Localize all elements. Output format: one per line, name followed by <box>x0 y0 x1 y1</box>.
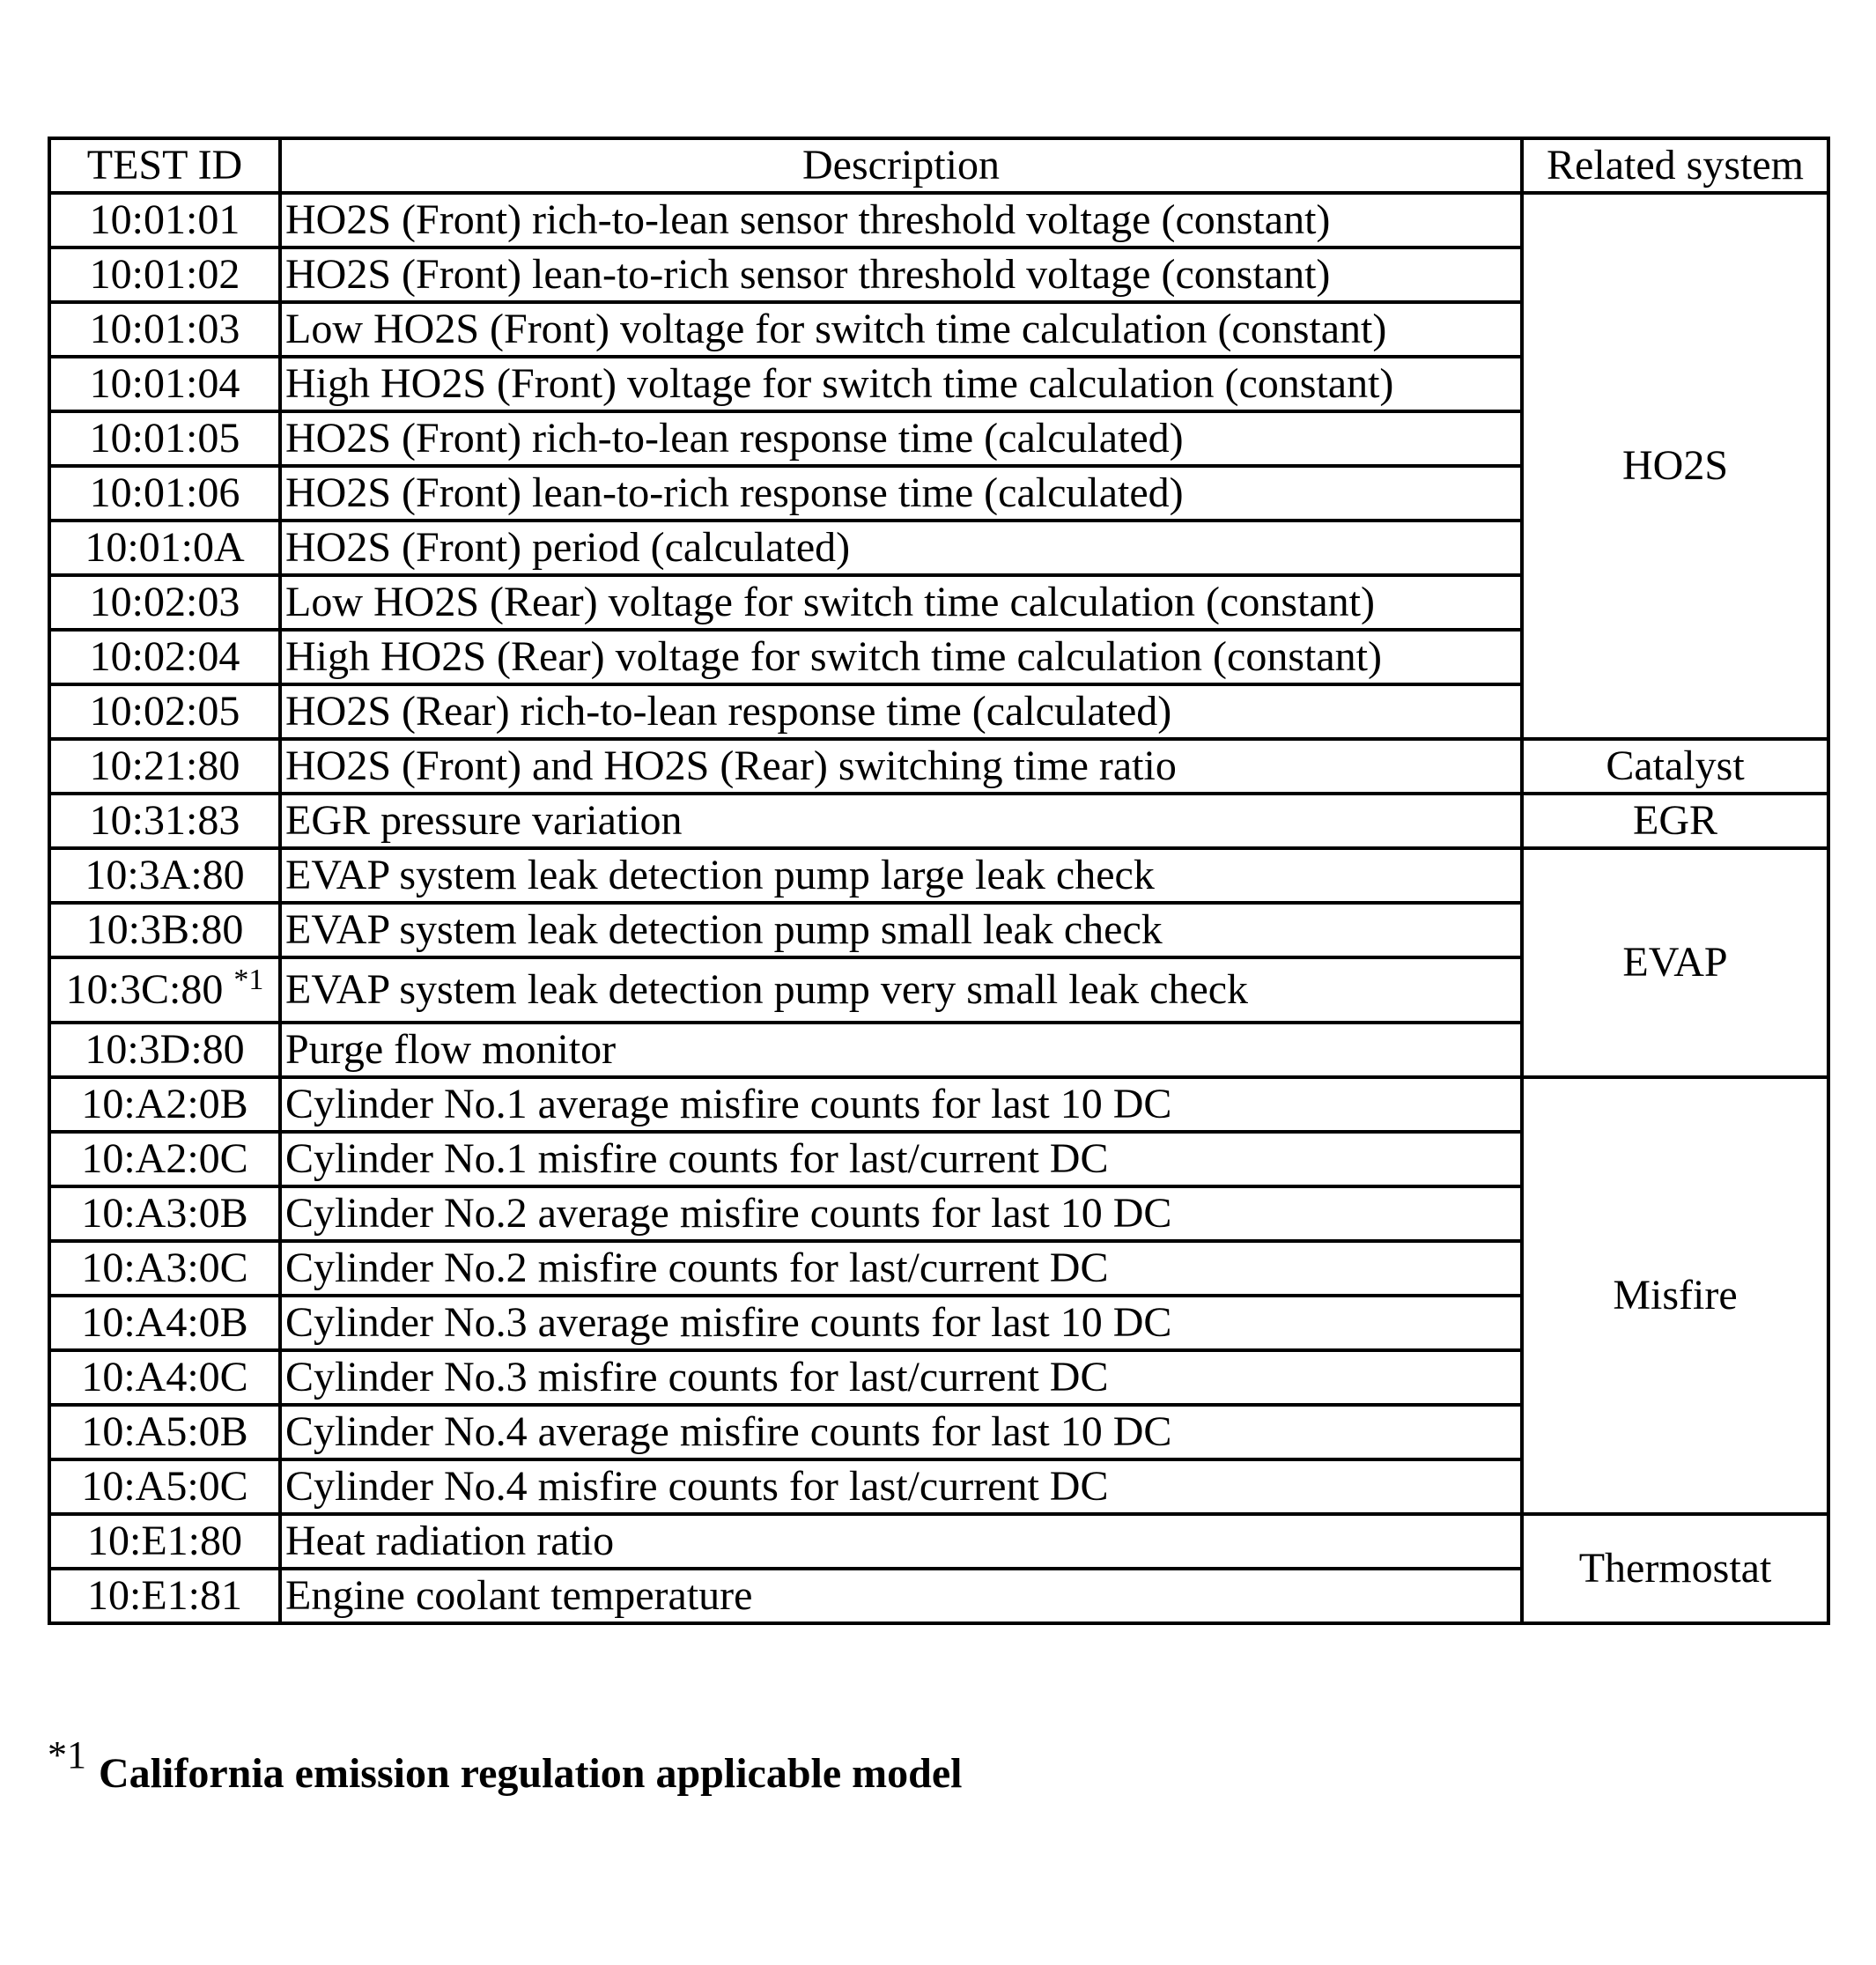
table-row <box>49 1514 1828 1569</box>
test-id-cell: 10:A4:0C <box>49 1350 280 1405</box>
related-system-cell-thermostat: Thermostat <box>1522 1514 1828 1623</box>
test-id-table <box>48 137 1830 1625</box>
description-cell: HO2S (Front) rich-to-lean response time (calculated) <box>280 411 1522 466</box>
description-cell: HO2S (Rear) rich-to-lean response time (calculated) <box>280 684 1522 739</box>
test-id-cell: 10:01:05 <box>49 411 280 466</box>
related-system-cell-egr: EGR <box>1522 794 1828 848</box>
description-cell: Cylinder No.2 average misfire counts for last 10 DC <box>280 1186 1522 1241</box>
test-id-cell: 10:E1:81 <box>49 1569 280 1623</box>
test-id-cell: 10:01:04 <box>49 357 280 411</box>
test-id-cell: 10:21:80 <box>49 739 280 794</box>
test-id-cell: 10:A3:0C <box>49 1241 280 1296</box>
description-cell: Low HO2S (Rear) voltage for switch time calculation (constant) <box>280 575 1522 630</box>
description-cell: HO2S (Front) period (calculated) <box>280 521 1522 575</box>
test-id-text: 10:3C:80 <box>65 966 224 1013</box>
description-cell: Cylinder No.3 average misfire counts for last 10 DC <box>280 1296 1522 1350</box>
test-id-cell: 10:A5:0C <box>49 1459 280 1514</box>
test-id-cell: 10:A2:0C <box>49 1132 280 1186</box>
table-row <box>49 794 1828 848</box>
description-cell: Cylinder No.3 misfire counts for last/current DC <box>280 1350 1522 1405</box>
footnote-text: California emission regulation applicable model <box>99 1750 963 1797</box>
related-system-cell-catalyst: Catalyst <box>1522 739 1828 794</box>
test-id-cell: 10:01:01 <box>49 193 280 247</box>
description-cell: Cylinder No.1 misfire counts for last/current DC <box>280 1132 1522 1186</box>
test-id-cell: 10:3B:80 <box>49 903 280 957</box>
test-id-cell: 10:E1:80 <box>49 1514 280 1569</box>
table-row <box>49 193 1828 247</box>
test-id-cell: 10:01:0A <box>49 521 280 575</box>
test-id-cell: 10:01:02 <box>49 247 280 302</box>
header-row <box>49 138 1828 193</box>
test-id-cell <box>49 957 280 1023</box>
description-cell: HO2S (Front) and HO2S (Rear) switching time ratio <box>280 739 1522 794</box>
description-cell: High HO2S (Rear) voltage for switch time calculation (constant) <box>280 630 1522 684</box>
description-cell: HO2S (Front) lean-to-rich sensor threshold voltage (constant) <box>280 247 1522 302</box>
description-cell: High HO2S (Front) voltage for switch time calculation (constant) <box>280 357 1522 411</box>
test-id-cell: 10:3A:80 <box>49 848 280 903</box>
related-system-cell-evap: EVAP <box>1522 848 1828 1077</box>
header-description: Description <box>280 138 1522 193</box>
description-cell: EVAP system leak detection pump very small leak check <box>280 957 1522 1023</box>
description-cell: HO2S (Front) lean-to-rich response time (calculated) <box>280 466 1522 521</box>
test-id-cell: 10:01:06 <box>49 466 280 521</box>
description-cell: Cylinder No.1 average misfire counts for last 10 DC <box>280 1077 1522 1132</box>
test-id-cell: 10:01:03 <box>49 302 280 357</box>
header-test-id: TEST ID <box>49 138 280 193</box>
footnote-mark: *1 <box>48 1733 86 1777</box>
description-cell: Engine coolant temperature <box>280 1569 1522 1623</box>
description-cell: HO2S (Front) rich-to-lean sensor threshold voltage (constant) <box>280 193 1522 247</box>
description-cell: EGR pressure variation <box>280 794 1522 848</box>
table-row <box>49 1077 1828 1132</box>
header-related-system: Related system <box>1522 138 1828 193</box>
footnote-reference: *1 <box>233 964 264 996</box>
test-id-cell: 10:A5:0B <box>49 1405 280 1459</box>
related-system-cell-misfire: Misfire <box>1522 1077 1828 1514</box>
test-id-cell: 10:02:05 <box>49 684 280 739</box>
test-id-cell: 10:31:83 <box>49 794 280 848</box>
description-cell: EVAP system leak detection pump small leak check <box>280 903 1522 957</box>
test-id-cell: 10:02:04 <box>49 630 280 684</box>
footnote <box>48 1733 963 1797</box>
table-row <box>49 848 1828 903</box>
description-cell: Cylinder No.4 average misfire counts for last 10 DC <box>280 1405 1522 1459</box>
description-cell: EVAP system leak detection pump large leak check <box>280 848 1522 903</box>
related-system-cell-ho2s: HO2S <box>1522 193 1828 739</box>
test-id-cell: 10:02:03 <box>49 575 280 630</box>
test-id-cell: 10:3D:80 <box>49 1023 280 1077</box>
test-id-cell: 10:A4:0B <box>49 1296 280 1350</box>
description-cell: Cylinder No.2 misfire counts for last/current DC <box>280 1241 1522 1296</box>
description-cell: Low HO2S (Front) voltage for switch time calculation (constant) <box>280 302 1522 357</box>
description-cell: Heat radiation ratio <box>280 1514 1522 1569</box>
description-cell: Cylinder No.4 misfire counts for last/current DC <box>280 1459 1522 1514</box>
table-row <box>49 739 1828 794</box>
test-id-cell: 10:A2:0B <box>49 1077 280 1132</box>
description-cell: Purge flow monitor <box>280 1023 1522 1077</box>
test-id-cell: 10:A3:0B <box>49 1186 280 1241</box>
